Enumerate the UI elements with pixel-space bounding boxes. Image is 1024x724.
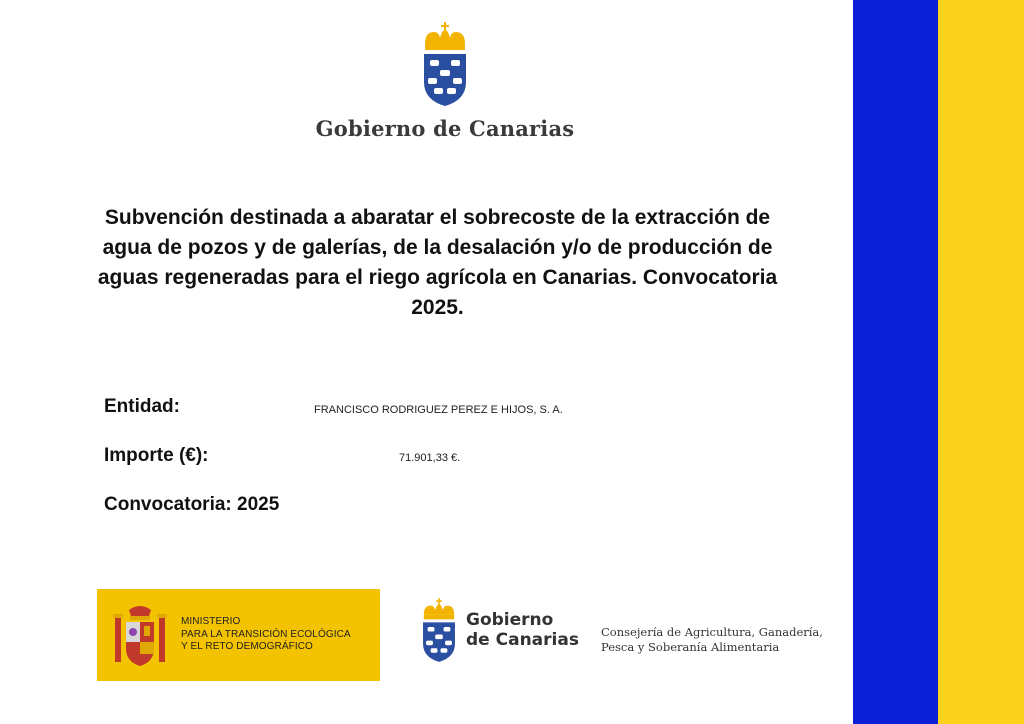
gobierno-canarias-footer-logo bbox=[420, 596, 579, 664]
spain-coat-of-arms-icon bbox=[111, 600, 169, 670]
footer-logo-line-2: de Canarias bbox=[466, 630, 579, 650]
ministerio-line-1: MINISTERIO bbox=[181, 616, 241, 628]
consejeria-line-1: Consejería de Agricultura, Ganadería, bbox=[601, 625, 823, 639]
entidad-label: Entidad: bbox=[104, 396, 180, 417]
yellow-side-stripe bbox=[938, 0, 1024, 724]
consejeria-text bbox=[601, 625, 823, 655]
gobierno-canarias-logo bbox=[300, 20, 590, 150]
importe-value: 71.901,33 €. bbox=[399, 452, 461, 464]
importe-label: Importe (€): bbox=[104, 445, 209, 466]
ministerio-logo bbox=[97, 589, 380, 681]
ministerio-text bbox=[181, 616, 351, 654]
consejeria-line-2: Pesca y Soberanía Alimentaria bbox=[601, 640, 780, 654]
canarias-crest-icon bbox=[420, 20, 470, 108]
blue-side-stripe bbox=[853, 0, 938, 724]
ministerio-line-3: Y EL RETO DEMOGRÁFICO bbox=[181, 641, 313, 653]
entidad-value: FRANCISCO RODRIGUEZ PEREZ E HIJOS, S. A. bbox=[314, 404, 563, 416]
canarias-crest-small-icon bbox=[420, 596, 458, 664]
footer-logo-line-1: Gobierno bbox=[466, 610, 554, 630]
footer-logo-text bbox=[466, 610, 579, 650]
page-title: Subvención destinada a abaratar el sobrecoste de la extracción de agua de pozos y de galerías, de la desalación y/o de producción de aguas regeneradas para el riego agrícola en Canarias. Convocatoria 2025. bbox=[97, 206, 778, 319]
convocatoria-label: Convocatoria: 2025 bbox=[104, 494, 280, 515]
ministerio-line-2: PARA LA TRANSICIÓN ECOLÓGICA bbox=[181, 628, 351, 640]
logo-text: Gobierno de Canarias bbox=[315, 116, 575, 141]
